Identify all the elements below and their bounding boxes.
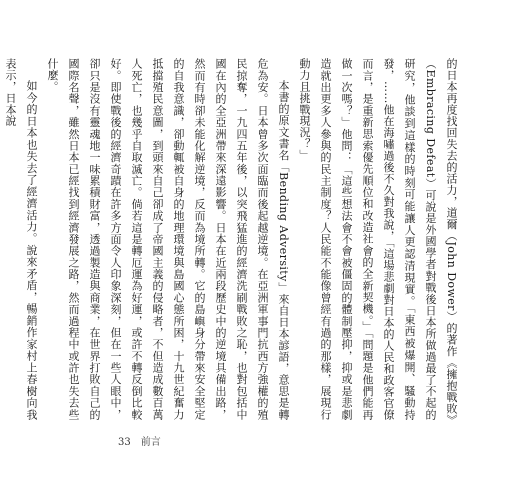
paragraph-3: 如今的日本也失去了經濟活力。說來矛盾，暢銷作家村上春樹向我表示，日本說	[4, 58, 38, 420]
vertical-text-block	[4, 58, 462, 420]
paragraph-2: 本書的原文書名「Bending Adversity」來自日本諺語，意思是轉危為安。日本曾多次面臨而後起越逆境。在亞洲軍事門抗西方強權的殖民掠奪，一九四五年後，以突飛猛進的經濟洗刷戰敗之恥，也對包括中國在內的全亞洲帶來深遠影響。日本在近兩段歷史中的逆境具備出路，然而有時卻未能化解逆境，反而為境所轉。它的島嶼身分帶來安全堅定的自我意識，卻動輒被自身的地理環境與島國心態所困，十九世紀奮力抵擋殖民意圖，到頭來自己卻成了帝國主義的侵略者，不但造成數百萬人死亡，也幾乎自取滅亡。倘若這是轉厄運為好運，或許不轉反倒比較好。即使戰後的經濟奇蹟在許多方面令人印象深刻，但在一些人眼中，卻只是沒有靈魂地一味累積財富，透過製造與商業，在世界打敗自己的國際名聲，雖然日本已經找到經濟發展之路，然而過程中或許也失去些什麼。	[46, 58, 290, 420]
paragraph-1: 的日本再度找回失去的活力，道爾（John Dower）的著作《擁抱戰敗》（Embracing Defeat）可說是外國學者對戰後日本所做過最了不起的研究，他談到這樣的時刻可能讓人更認清現實。「東西被爆開、騷動持發，……他在海嘯過後不久對我說，「這場悲劇對日本的人民和政客官僚而言，是重新思索優先順位和改造社會的全新契機。」「問題是他們能再做一次嗎？」他問：「這些想法會不會被僵固的體制壓抑，抑或是悲劇造就出更多人參與的民主制度？人民能不能像曾經有過的那樣，展現行動力且挑戰現況？」	[298, 58, 458, 420]
page-footer	[118, 433, 171, 448]
section-title: 前言	[140, 437, 161, 448]
page-number: 33	[118, 437, 131, 448]
